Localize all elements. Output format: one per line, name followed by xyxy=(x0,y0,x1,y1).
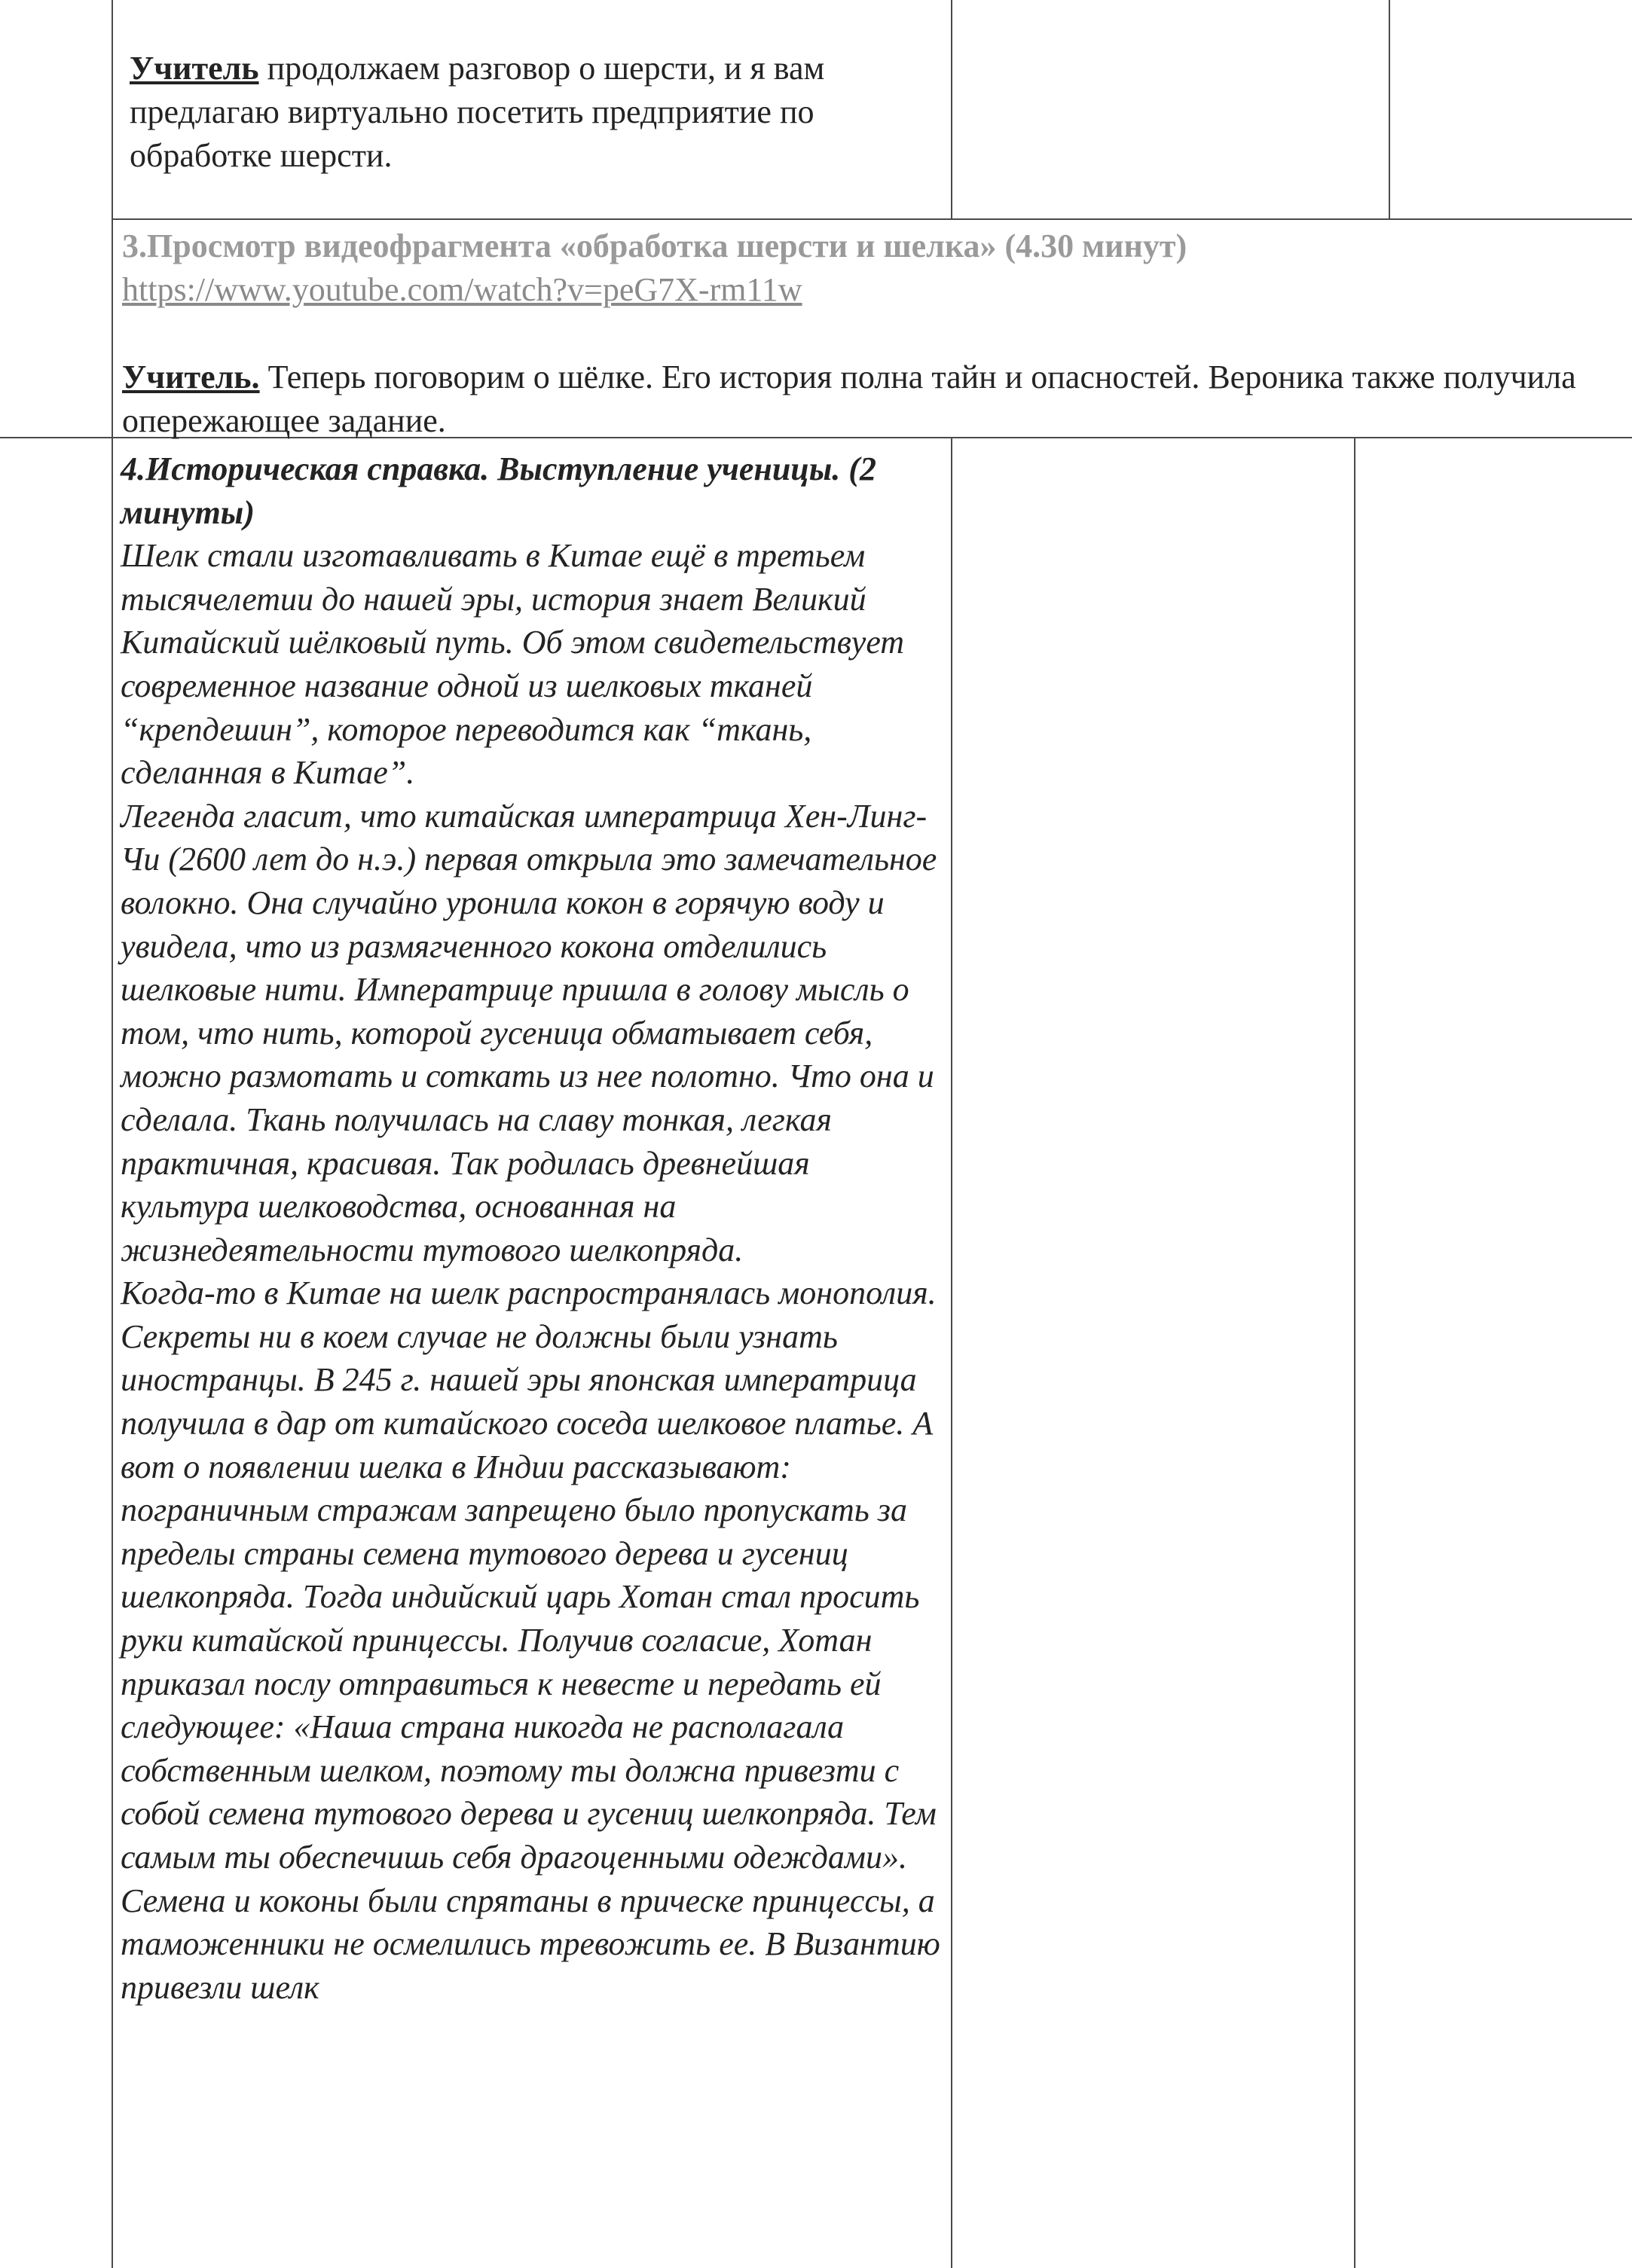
table-divider-col2-row1 xyxy=(951,0,952,218)
historical-note-heading: 4.Историческая справка. Выступление ученицы. (2 минуты) xyxy=(121,450,876,531)
table-row-divider-1 xyxy=(112,218,1632,220)
historical-note-paragraph: Когда-то в Китае на шелк распространялась монополия. Секреты ни в коем случае не должны были узнать иностранцы. В 245 г. нашей эры японская императрица получила в дар от китайского соседа шелковое платье. А вот о появлении шелка в Индии рассказывают: пограничным стражам запрещено было пропускать за пределы страны семена тутового дерева и гусениц шелкопряда. Тогда индийский царь Хотан стал просить руки китайской принцессы. Получив согласие, Хотан приказал послу отправиться к невесте и передать ей следующее: «Наша страна никогда не располагала собственным шелком, поэтому ты должна привезти с собой семена тутового дерева и гусениц шелкопряда. Тем самым ты обеспечишь себя драгоценными одеждами». Семена и коконы были спрятаны в прическе принцессы, а таможенники не осмелились тревожить ее. В Византию привезли шелк xyxy=(121,1274,940,2006)
video-section-heading: 3.Просмотр видеофрагмента «обработка шерсти и шелка» (4.30 минут) xyxy=(122,227,1187,264)
table-divider-col3-row3 xyxy=(1354,437,1355,2268)
historical-note-paragraph: Легенда гласит, что китайская императрица Хен-Линг-Чи (2600 лет до н.э.) первая открыла это замечательное волокно. Она случайно уронила кокон в горячую воду и увидела, что из размягченного кокона отделились шелковые нити. Императрице пришла в голову мысль о том, что нить, которой гусеница обматывает себя, можно размотать и соткать из нее полотно. Что она и сделала. Ткань получилась на славу тонкая, легкая практичная, красивая. Так родилась древнейшая культура шелководства, основанная на жизнедеятельности тутового шелкопряда. xyxy=(121,797,937,1268)
historical-note-paragraph: Шелк стали изготавливать в Китае ещё в третьем тысячелетии до нашей эры, история знает Великий Китайский шёлковый путь. Об этом свидетельствует современное название одной из шелковых тканей “крепдешин”, которое переводится как “ткань, сделанная в Китае”. xyxy=(121,537,905,792)
teacher-remark: Теперь поговорим о шёлке. Его история полна тайн и опасностей. Вероника также получила опережающее задание. xyxy=(122,359,1576,439)
table-divider-col3-row1 xyxy=(1389,0,1390,218)
row2-cell xyxy=(122,224,1621,443)
teacher-label: Учитель xyxy=(130,50,259,87)
video-link[interactable]: https://www.youtube.com/watch?v=peG7X-rm11w xyxy=(122,271,802,308)
table-border-left-bottom xyxy=(112,437,113,2268)
historical-note-cell xyxy=(121,447,942,2009)
table-divider-col2-row3 xyxy=(951,437,952,2268)
row1-cell xyxy=(130,47,943,178)
teacher-label: Учитель. xyxy=(122,359,260,395)
teacher-remark: продолжаем разговор о шерсти, и я вам предлагаю виртуально посетить предприятие по обработке шерсти. xyxy=(130,50,825,174)
